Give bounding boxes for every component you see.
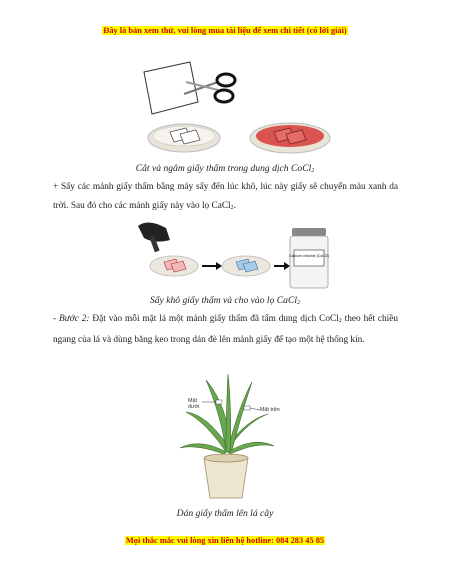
figure2-caption: Sấy khô giấy thấm và cho vào lọ CaCl$_2$ [149,295,301,306]
plant-leaves-icon [180,374,274,454]
arrow-icon [274,262,290,270]
jar-label: Calcium chloride (CaCl2) [289,254,329,258]
figure-plant [176,372,276,500]
cacl2-jar [289,228,329,288]
flower-pot [204,454,248,498]
paragraph-step-2: - Bước 2: Đặt vào mỗi mặt lá một mảnh giấy thấm đã tẩm dung dịch CoCl$_2$ theo hết chiều ngang của lá và dùng băng keo trong dán đè lên mảnh giấy để tạo một hệ thống kín. [53,314,398,345]
header-notice-text: Đây là bản xem thử, vui lòng mua tài liệu để xem chi tiết (có lời giải) [103,26,347,35]
petri-dish-cocl2 [250,123,330,153]
label-under-side: Mặt dưới [188,398,200,410]
arrow-icon [202,262,222,270]
paper-patch-top [244,406,250,410]
figure1-caption: Cắt và ngâm giấy thấm trong dung dịch CoCl$_2$ [135,163,315,174]
petri-dish-empty [148,124,220,152]
hair-dryer-icon [138,222,170,252]
label-top-side: Mặt trên [260,407,280,413]
figure-cut-and-soak [140,60,340,160]
figure3-caption: Dán giấy thấm lên lá cây [176,508,274,519]
petri-dish-red-paper [150,256,198,276]
paragraph-dry-paper: + Sấy các mảnh giấy thấm bằng máy sấy đến lúc khô, lúc này giấy sẽ chuyển màu xanh da trời. Sau đó cho các mảnh giấy này vào lọ CaCl$_2$. [53,182,398,211]
footer-notice-text: Mọi thắc mắc vui lòng xin liên hệ hotline: 084 283 45 85 [125,536,325,545]
paper-patch-under [216,400,222,404]
petri-dish-blue-paper [222,256,270,276]
footer-notice [0,536,450,545]
figure-dry-and-store [134,218,334,290]
filter-paper-sheet [144,62,198,114]
header-notice [0,26,450,35]
